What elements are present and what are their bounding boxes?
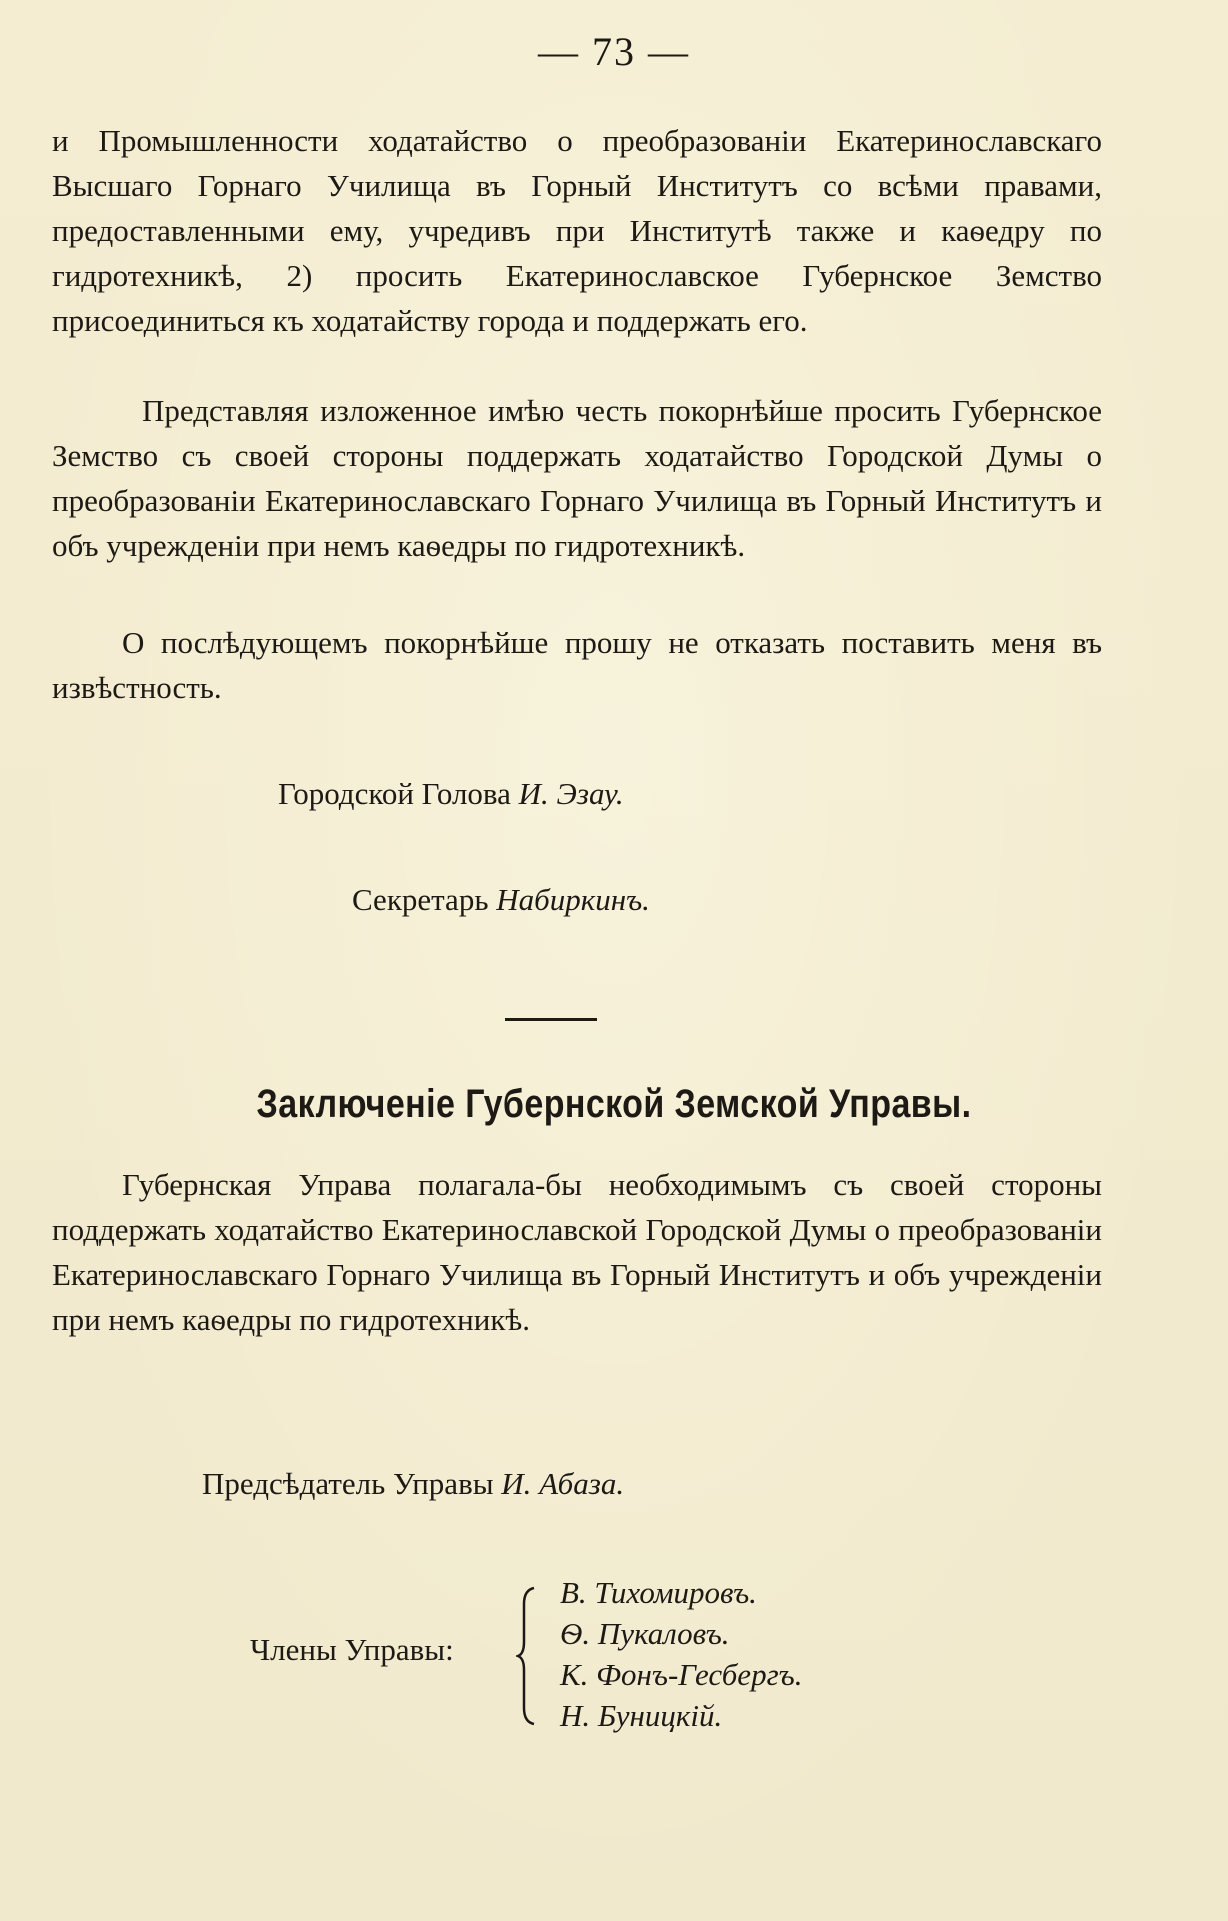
member-name: К. Фонъ-Гесбергъ. [560, 1657, 803, 1692]
member-name: В. Тихомировъ. [560, 1575, 757, 1610]
signature-mayor [278, 776, 624, 812]
page-number: — 73 — [538, 29, 690, 74]
members-brace [516, 1586, 540, 1726]
paragraph-request: Представляя изложенное имѣю честь покорнѣйше просить Губернское Земство съ своей стороны поддержать ходатайство Городской Думы о преобразованіи Екатеринославскаго Горнаго Училища въ Горный Институтъ и объ учрежденіи при немъ каѳедры по гидротехникѣ. [52, 393, 1102, 563]
paragraph-notification: О послѣдующемъ покорнѣйше прошу не отказать поставить меня въ извѣстность. [52, 625, 1102, 705]
chairman-name: И. Абаза. [501, 1466, 625, 1501]
section-divider [505, 1018, 597, 1021]
secretary-name: Набиркинъ. [496, 882, 650, 917]
secretary-title: Секретарь [352, 882, 489, 917]
signature-secretary [352, 882, 650, 918]
mayor-name: И. Эзау. [518, 776, 624, 811]
member-name: Ѳ. Пукаловъ. [560, 1616, 730, 1651]
paragraph-petition-continued: и Промышленности ходатайство о преобразованіи Екатеринославскаго Высшаго Горнаго Училища въ Горный Институтъ со всѣми правами, предоставленными ему, учредивъ при Институтѣ также и каѳедру по гидротехникѣ, 2) просить Екатеринославское Губернское Земство присоединиться къ ходатайству города и поддержать его. [52, 123, 1102, 338]
mayor-title: Городской Голова [278, 776, 511, 811]
member-name: Н. Буницкій. [560, 1698, 723, 1733]
members-label: Члены Управы: [250, 1632, 454, 1667]
chairman-title: Предсѣдатель Управы [202, 1466, 494, 1501]
section-heading: Заключеніе Губернской Земской Управы. [256, 1082, 972, 1126]
signature-chairman [202, 1466, 624, 1502]
paragraph-conclusion: Губернская Управа полагала-бы необходимымъ съ своей стороны поддержать ходатайство Екатеринославской Городской Думы о преобразованіи Екатеринославскаго Горнаго Училища въ Горный Институтъ и объ учрежденіи при немъ каѳедры по гидротехникѣ. [52, 1167, 1102, 1337]
members-list [560, 1572, 803, 1736]
